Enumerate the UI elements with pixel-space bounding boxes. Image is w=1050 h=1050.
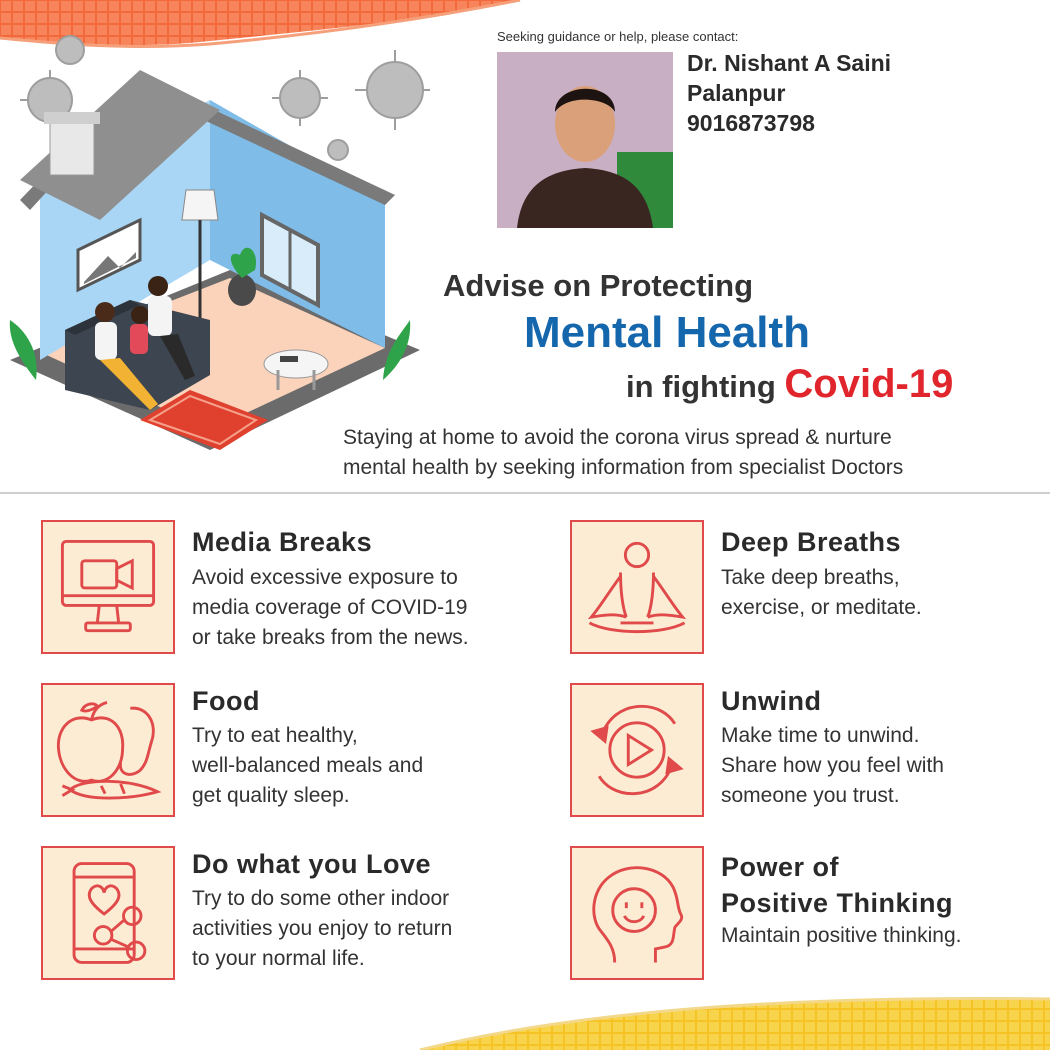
headline-line3 (626, 362, 953, 407)
doctor-photo (497, 52, 673, 228)
tip-title-line: Power of (721, 852, 840, 882)
tip-body-positive-thinking (721, 921, 961, 951)
smiling-head-icon (572, 848, 702, 978)
tip-body-media-breaks (192, 563, 469, 653)
tip-body-do-what-you-love (192, 884, 452, 974)
tip-line: get quality sleep. (192, 784, 350, 807)
tip-title-do-what-you-love: Do what you Love (192, 849, 432, 879)
tip-title-unwind: Unwind (721, 686, 822, 716)
bottom-decorative-band (0, 985, 1050, 1050)
tip-line: Try to do some other indoor (192, 887, 450, 910)
tile-positive-thinking (570, 846, 704, 980)
tip-line: Try to eat healthy, (192, 724, 358, 747)
intro-line2: mental health by seeking information from specialist Doctors (343, 456, 904, 479)
headline-line2: Mental Health (524, 308, 811, 357)
headline-line3-prefix: in fighting (626, 369, 776, 404)
doctor-name: Dr. Nishant A Saini (687, 50, 892, 76)
tip-line: media coverage of COVID-19 (192, 596, 468, 619)
tip-body-unwind (721, 721, 944, 811)
tile-unwind (570, 683, 704, 817)
tip-line: exercise, or meditate. (721, 596, 922, 619)
intro-text (343, 423, 1043, 483)
tip-title-media-breaks: Media Breaks (192, 527, 373, 557)
doctor-phone[interactable]: 9016873798 (687, 110, 815, 136)
tip-title-deep-breaths: Deep Breaths (721, 527, 902, 557)
tip-line: Maintain positive thinking. (721, 924, 962, 947)
tip-body-deep-breaths (721, 563, 922, 623)
tip-title-food: Food (192, 686, 260, 716)
tv-video-icon (43, 522, 173, 652)
tile-do-what-you-love (41, 846, 175, 980)
tip-line: Make time to unwind. (721, 724, 920, 747)
tip-line: Share how you feel with (721, 754, 944, 777)
meditation-icon (572, 522, 702, 652)
tip-line: well-balanced meals and (192, 754, 424, 777)
tile-food (41, 683, 175, 817)
tip-line: Take deep breaths, (721, 566, 900, 589)
house-family-illustration (0, 30, 430, 470)
tile-media-breaks (41, 520, 175, 654)
contact-prompt: Seeking guidance or help, please contact: (497, 29, 739, 44)
tip-title-positive-thinking (721, 849, 953, 921)
tile-deep-breaths (570, 520, 704, 654)
headline-line1: Advise on Protecting (443, 268, 754, 303)
fruit-vegetable-icon (43, 685, 173, 815)
section-divider (0, 492, 1050, 494)
play-cycle-icon (572, 685, 702, 815)
doctor-city: Palanpur (687, 80, 786, 106)
tip-line: to your normal life. (192, 947, 365, 970)
tip-body-food (192, 721, 423, 811)
headline-covid: Covid-19 (784, 362, 954, 406)
tip-line: Avoid excessive exposure to (192, 566, 458, 589)
intro-line1: Staying at home to avoid the corona virus spread & nurture (343, 426, 892, 449)
doctor-contact-info (687, 48, 891, 138)
tip-line: activities you enjoy to return (192, 917, 453, 940)
tip-title-line: Positive Thinking (721, 888, 954, 918)
tip-line: someone you trust. (721, 784, 900, 807)
tip-line: or take breaks from the news. (192, 626, 469, 649)
phone-heart-share-icon (43, 848, 173, 978)
